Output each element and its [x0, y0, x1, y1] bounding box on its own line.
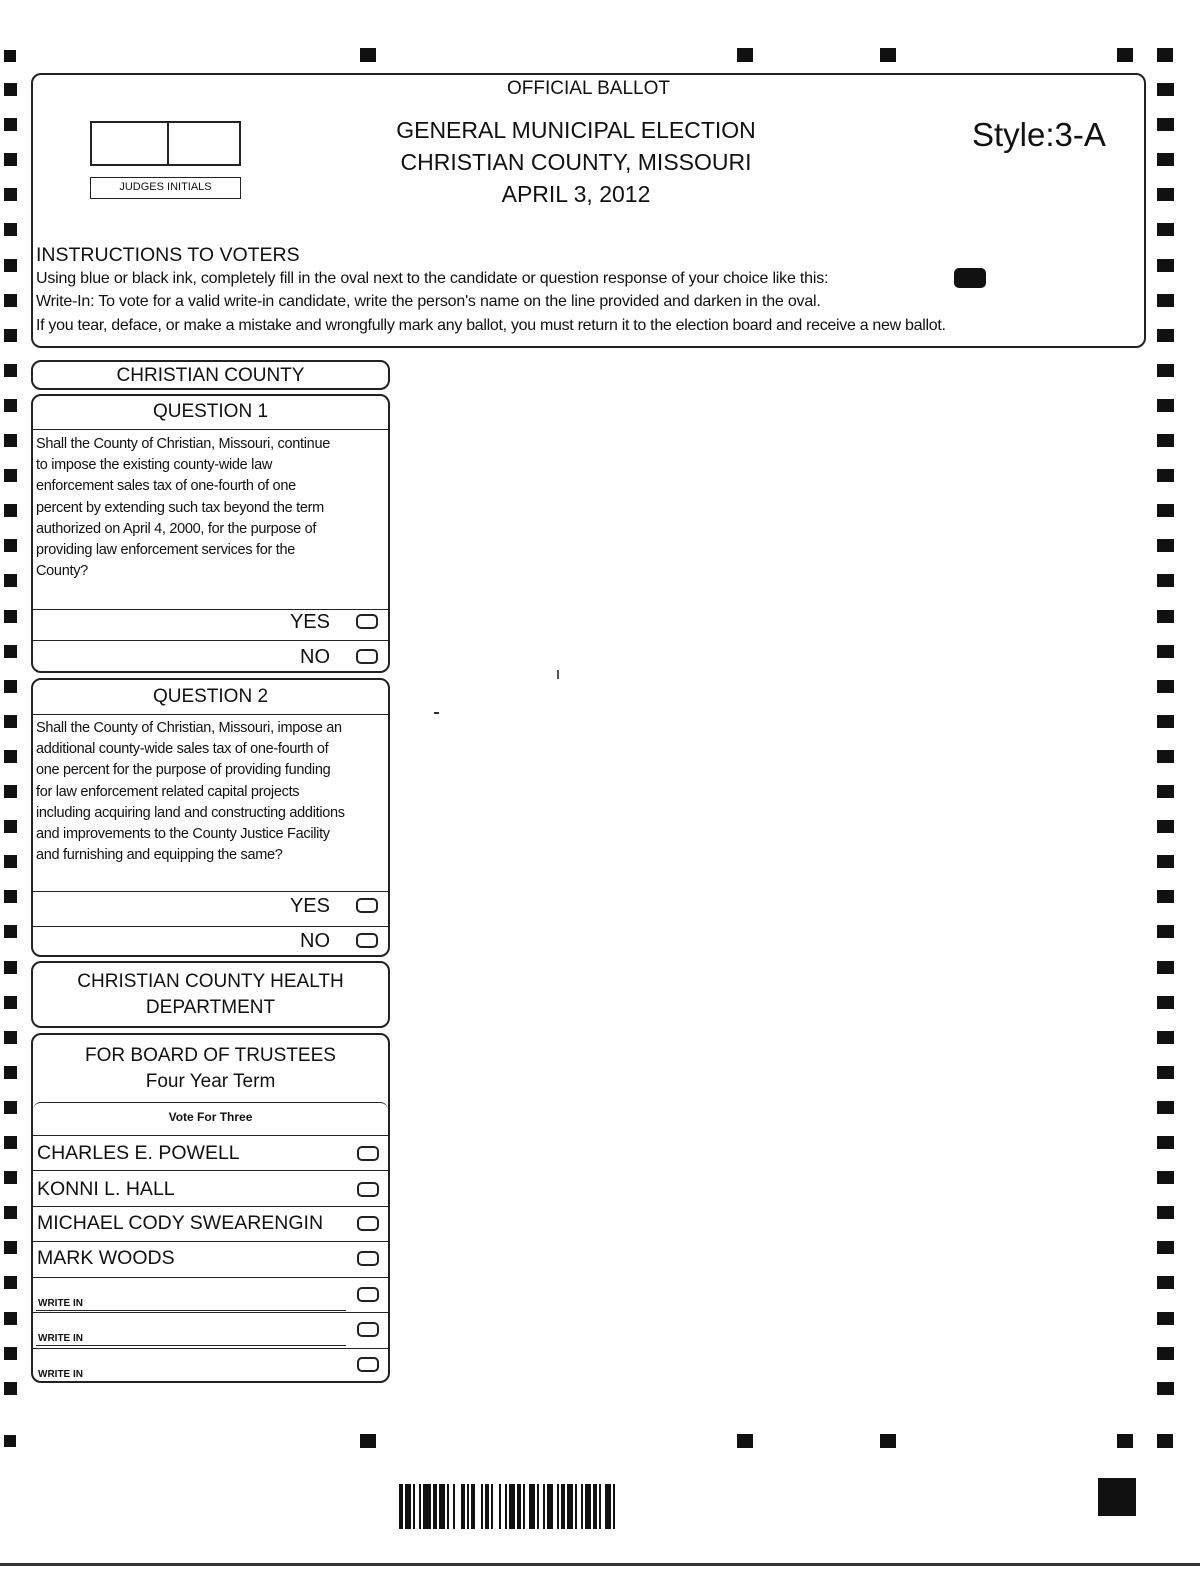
timing-mark — [1117, 48, 1133, 62]
timing-mark — [1157, 539, 1174, 552]
barcode-bar — [585, 1484, 591, 1529]
election-date: APRIL 3, 2012 — [501, 181, 651, 207]
timing-mark — [1157, 1347, 1174, 1360]
page-bottom-edge — [0, 1563, 1200, 1566]
timing-mark — [1157, 259, 1174, 272]
barcode-bar — [509, 1484, 515, 1529]
section-title-line-2: DEPARTMENT — [145, 997, 276, 1018]
timing-mark — [4, 855, 17, 868]
question-1-title: QUESTION 1 — [152, 401, 269, 422]
timing-mark — [1157, 1434, 1173, 1448]
instructions-heading: INSTRUCTIONS TO VOTERS — [36, 244, 300, 266]
timing-mark — [1157, 223, 1174, 236]
section-title-line-1: CHRISTIAN COUNTY HEALTH — [77, 971, 344, 992]
write-in-line[interactable] — [36, 1345, 346, 1346]
barcode-bar — [485, 1484, 489, 1529]
candidate-4-oval[interactable] — [357, 1251, 379, 1266]
timing-mark — [4, 50, 16, 62]
write-in-line[interactable] — [36, 1310, 346, 1311]
timing-mark — [1157, 1206, 1174, 1219]
barcode-bar — [529, 1484, 535, 1529]
timing-mark — [4, 434, 17, 447]
question-2-title: QUESTION 2 — [152, 686, 269, 707]
barcode-bar — [593, 1484, 597, 1529]
question-2-no-oval[interactable] — [356, 933, 378, 948]
write-in-3-oval[interactable] — [357, 1357, 379, 1372]
timing-mark — [4, 1241, 17, 1254]
timing-mark — [1157, 785, 1174, 798]
timing-mark — [1157, 961, 1174, 974]
timing-mark — [4, 574, 17, 587]
timing-mark — [1157, 1276, 1174, 1289]
stray-mark — [434, 712, 439, 714]
timing-mark — [4, 1136, 17, 1149]
barcode-bar — [523, 1484, 525, 1529]
barcode-bar — [405, 1484, 411, 1529]
barcode-bar — [467, 1484, 469, 1529]
instructions-line-1: Using blue or black ink, completely fill in the oval next to the candidate or question response of your choice like this: — [36, 270, 829, 287]
timing-mark — [4, 961, 17, 974]
timing-mark — [4, 820, 17, 833]
barcode-bar — [481, 1484, 483, 1529]
barcode-bar — [453, 1484, 455, 1529]
barcode-bar — [581, 1484, 583, 1529]
barcode-bar — [461, 1484, 465, 1529]
barcode-bar — [447, 1484, 449, 1529]
timing-mark — [360, 1434, 376, 1448]
timing-mark — [1157, 1241, 1174, 1254]
timing-mark — [4, 223, 17, 236]
timing-mark — [1157, 469, 1174, 482]
timing-mark — [4, 504, 17, 517]
candidate-2-oval[interactable] — [357, 1182, 379, 1197]
write-in-2-oval[interactable] — [357, 1322, 379, 1337]
timing-mark — [4, 259, 17, 272]
barcode-bar — [557, 1484, 559, 1529]
barcode-bar — [561, 1484, 565, 1529]
question-1-text: Shall the County of Christian, Missouri, continue to impose the existing county-wide law enforcement sales tax of one-fourth of one percent by extending such tax beyond the term authorized on April 4, 2000, for the purpose of providing law enforcement services for the County? — [36, 436, 330, 580]
question-1-no-oval[interactable] — [356, 649, 378, 664]
timing-mark — [1157, 153, 1174, 166]
timing-mark — [1157, 925, 1174, 938]
question-2-yes-label: YES — [289, 895, 330, 917]
timing-mark — [4, 1206, 17, 1219]
question-1-yes-oval[interactable] — [356, 614, 378, 629]
divider — [33, 1206, 388, 1207]
barcode-bar — [419, 1484, 421, 1529]
timing-mark — [4, 996, 17, 1009]
instructions-line-3: If you tear, deface, or make a mistake and wrongfully mark any ballot, you must return it to the election board and receive a new ballot. — [36, 317, 946, 334]
timing-mark — [4, 715, 17, 728]
timing-mark — [1157, 680, 1174, 693]
barcode — [399, 1484, 814, 1529]
timing-mark — [4, 1066, 17, 1079]
timing-mark — [4, 399, 17, 412]
question-1-yes-label: YES — [289, 611, 330, 633]
timing-mark — [360, 48, 376, 62]
write-in-label: WRITE IN — [38, 1298, 83, 1309]
barcode-bar — [547, 1484, 553, 1529]
timing-mark — [737, 1434, 753, 1448]
barcode-bar — [491, 1484, 493, 1529]
question-2-no-label: NO — [300, 930, 330, 952]
write-in-label: WRITE IN — [38, 1369, 83, 1380]
timing-mark — [1157, 48, 1173, 62]
barcode-bar — [505, 1484, 507, 1529]
timing-mark — [4, 1171, 17, 1184]
barcode-bar — [537, 1484, 539, 1529]
timing-mark — [4, 469, 17, 482]
contest-title: FOR BOARD OF TRUSTEES — [85, 1045, 336, 1066]
barcode-bar — [399, 1484, 403, 1529]
barcode-bar — [613, 1484, 615, 1529]
judges-initials-box — [90, 121, 241, 166]
write-in-line[interactable] — [36, 1381, 346, 1382]
ballot-title: OFFICIAL BALLOT — [507, 78, 670, 99]
contest-term: Four Year Term — [145, 1071, 276, 1092]
timing-mark — [1157, 574, 1174, 587]
timing-mark — [1157, 329, 1174, 342]
timing-mark — [1157, 1382, 1174, 1395]
timing-mark — [1157, 1101, 1174, 1114]
timing-mark — [737, 48, 753, 62]
barcode-bar — [543, 1484, 545, 1529]
county-name: CHRISTIAN COUNTY, MISSOURI — [400, 149, 752, 175]
timing-mark — [1157, 504, 1174, 517]
timing-mark — [1157, 1312, 1174, 1325]
corner-block — [1098, 1478, 1136, 1516]
timing-mark — [1117, 1434, 1133, 1448]
barcode-bar — [439, 1484, 445, 1529]
timing-mark — [4, 1276, 17, 1289]
timing-mark — [4, 1435, 16, 1447]
candidate-name: CHARLES E. POWELL — [37, 1142, 240, 1164]
timing-mark — [1157, 750, 1174, 763]
divider — [33, 1348, 388, 1349]
timing-mark — [880, 1434, 896, 1448]
timing-mark — [4, 294, 17, 307]
timing-mark — [4, 610, 17, 623]
barcode-bar — [471, 1484, 475, 1529]
write-in-1-oval[interactable] — [357, 1287, 379, 1302]
timing-mark — [4, 83, 17, 96]
timing-mark — [4, 890, 17, 903]
judges-initials-label: JUDGES INITIALS — [90, 177, 241, 199]
barcode-bar — [499, 1484, 501, 1529]
question-2-yes-oval[interactable] — [356, 898, 378, 913]
timing-mark — [1157, 890, 1174, 903]
timing-mark — [1157, 1066, 1174, 1079]
divider — [33, 1170, 388, 1171]
timing-mark — [1157, 715, 1174, 728]
question-2-text: Shall the County of Christian, Missouri, impose an additional county-wide sales tax of one-fourth of one percent for the purpose of providing funding for law enforcement related capital projects including acquiring land and constructing additions and improvements to the County Justice Facility and furnishing and equipping the same? — [36, 720, 345, 864]
timing-mark — [4, 1101, 17, 1114]
timing-mark — [1157, 855, 1174, 868]
timing-mark — [1157, 1031, 1174, 1044]
timing-mark — [4, 1382, 17, 1395]
section-title: CHRISTIAN COUNTY — [116, 365, 305, 386]
barcode-bar — [433, 1484, 437, 1529]
timing-mark — [1157, 294, 1174, 307]
timing-mark — [880, 48, 896, 62]
filled-oval-example — [954, 268, 986, 288]
divider — [33, 1312, 388, 1313]
timing-mark — [4, 118, 17, 131]
stray-mark — [557, 670, 559, 679]
timing-mark — [1157, 434, 1174, 447]
barcode-bar — [605, 1484, 611, 1529]
divider — [33, 1241, 388, 1242]
write-in-label: WRITE IN — [38, 1333, 83, 1344]
timing-mark — [4, 925, 17, 938]
timing-mark — [4, 188, 17, 201]
question-1-no-label: NO — [300, 646, 330, 668]
election-name: GENERAL MUNICIPAL ELECTION — [396, 117, 756, 143]
timing-mark — [4, 785, 17, 798]
barcode-bar — [575, 1484, 577, 1529]
timing-mark — [4, 153, 17, 166]
timing-mark — [4, 680, 17, 693]
timing-mark — [1157, 118, 1174, 131]
ballot-style: Style:3-A — [972, 116, 1106, 153]
timing-mark — [1157, 996, 1174, 1009]
timing-mark — [1157, 820, 1174, 833]
timing-mark — [4, 645, 17, 658]
barcode-bar — [567, 1484, 573, 1529]
timing-mark — [4, 364, 17, 377]
candidate-name: KONNI L. HALL — [37, 1178, 175, 1200]
barcode-bar — [423, 1484, 431, 1529]
timing-mark — [1157, 83, 1174, 96]
timing-mark — [1157, 645, 1174, 658]
timing-mark — [1157, 610, 1174, 623]
instructions-line-2: Write-In: To vote for a valid write-in candidate, write the person's name on the line provided and darken in the oval. — [36, 293, 821, 310]
timing-mark — [1157, 1171, 1174, 1184]
divider — [33, 1277, 388, 1278]
timing-mark — [4, 329, 17, 342]
barcode-bar — [517, 1484, 521, 1529]
timing-mark — [1157, 364, 1174, 377]
timing-mark — [4, 539, 17, 552]
candidate-name: MICHAEL CODY SWEARENGIN — [37, 1212, 324, 1234]
candidate-1-oval[interactable] — [357, 1146, 379, 1161]
timing-mark — [1157, 188, 1174, 201]
timing-mark — [4, 1312, 17, 1325]
timing-mark — [1157, 399, 1174, 412]
timing-mark — [1157, 1136, 1174, 1149]
vote-for-label: Vote For Three — [168, 1110, 253, 1124]
barcode-bar — [413, 1484, 415, 1529]
candidate-name: MARK WOODS — [37, 1247, 175, 1269]
candidate-3-oval[interactable] — [357, 1216, 379, 1231]
timing-mark — [4, 750, 17, 763]
timing-mark — [4, 1031, 17, 1044]
timing-mark — [4, 1347, 17, 1360]
barcode-bar — [599, 1484, 601, 1529]
